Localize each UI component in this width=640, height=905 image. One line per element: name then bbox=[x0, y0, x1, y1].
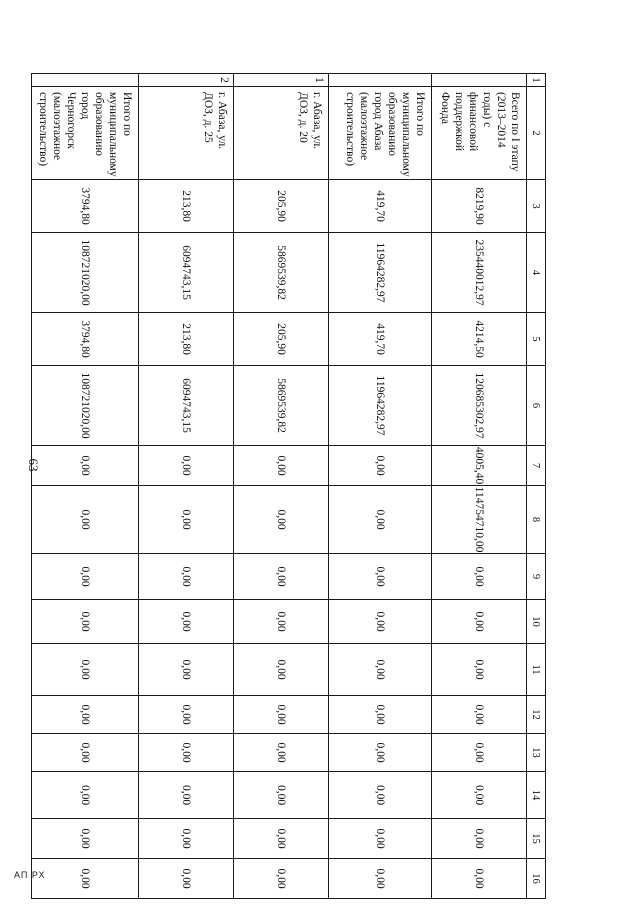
value-cell: 0,00 bbox=[432, 859, 527, 899]
header-cell: 14 bbox=[527, 772, 546, 819]
header-cell: 12 bbox=[527, 696, 546, 734]
value-cell: 0,00 bbox=[32, 600, 139, 644]
value-cell: 419,70 bbox=[329, 313, 432, 366]
value-cell: 0,00 bbox=[139, 644, 234, 696]
value-cell: 0,00 bbox=[139, 696, 234, 734]
value-cell: 0,00 bbox=[234, 734, 329, 772]
value-cell: 0,00 bbox=[432, 600, 527, 644]
value-cell: 0,00 bbox=[234, 859, 329, 899]
value-cell: 0,00 bbox=[139, 819, 234, 859]
header-cell: 4 bbox=[527, 233, 546, 313]
value-cell: 114754710,00 bbox=[432, 486, 527, 554]
value-cell: 0,00 bbox=[139, 486, 234, 554]
value-cell: 0,00 bbox=[32, 644, 139, 696]
value-cell: 0,00 bbox=[32, 772, 139, 819]
value-cell: 108721020,00 bbox=[32, 366, 139, 446]
value-cell: 4005,40 bbox=[432, 446, 527, 486]
page-number: 63 bbox=[26, 458, 41, 472]
value-cell: 0,00 bbox=[139, 446, 234, 486]
value-cell: 0,00 bbox=[234, 446, 329, 486]
value-cell: 0,00 bbox=[139, 859, 234, 899]
data-table bbox=[31, 73, 546, 899]
value-cell: 0,00 bbox=[329, 486, 432, 554]
row-name-cell: Итого по муниципальному образованию город Абаза (малоэтажное строительство) bbox=[329, 87, 432, 180]
row-name-cell: г. Абаза, ул. ДОЗ, д. 25 bbox=[139, 87, 234, 180]
table-row bbox=[234, 74, 329, 899]
value-cell: 5869539,82 bbox=[234, 366, 329, 446]
row-index-cell bbox=[329, 74, 432, 87]
value-cell: 0,00 bbox=[432, 772, 527, 819]
value-cell: 0,00 bbox=[329, 696, 432, 734]
value-cell: 108721020,00 bbox=[32, 233, 139, 313]
header-cell: 2 bbox=[527, 87, 546, 180]
value-cell: 0,00 bbox=[32, 696, 139, 734]
table-row bbox=[139, 74, 234, 899]
row-name-cell: г. Абаза, ул. ДОЗ, д. 20 bbox=[234, 87, 329, 180]
value-cell: 0,00 bbox=[329, 772, 432, 819]
value-cell: 6094743,15 bbox=[139, 366, 234, 446]
archive-stamp: АП РХ bbox=[14, 870, 46, 880]
header-cell: 1 bbox=[527, 74, 546, 87]
value-cell: 3794,80 bbox=[32, 180, 139, 233]
value-cell: 0,00 bbox=[432, 819, 527, 859]
value-cell: 213,80 bbox=[139, 180, 234, 233]
value-cell: 0,00 bbox=[32, 819, 139, 859]
value-cell: 0,00 bbox=[329, 644, 432, 696]
value-cell: 11964282,97 bbox=[329, 366, 432, 446]
value-cell: 0,00 bbox=[139, 554, 234, 600]
value-cell: 0,00 bbox=[329, 734, 432, 772]
header-cell: 7 bbox=[527, 446, 546, 486]
value-cell: 0,00 bbox=[139, 772, 234, 819]
header-cell: 16 bbox=[527, 859, 546, 899]
value-cell: 6094743,15 bbox=[139, 233, 234, 313]
row-index-cell: 2 bbox=[139, 74, 234, 87]
value-cell: 235440012,97 bbox=[432, 233, 527, 313]
row-index-cell: 1 bbox=[234, 74, 329, 87]
header-cell: 6 bbox=[527, 366, 546, 446]
row-name-cell: Итого по муниципальному образованию город Черногорск (малоэтажное строительство) bbox=[32, 87, 139, 180]
header-row bbox=[527, 74, 546, 899]
header-cell: 3 bbox=[527, 180, 546, 233]
value-cell: 120685302,97 bbox=[432, 366, 527, 446]
value-cell: 8219,90 bbox=[432, 180, 527, 233]
value-cell: 5869539,82 bbox=[234, 233, 329, 313]
row-index-cell bbox=[432, 74, 527, 87]
header-cell: 9 bbox=[527, 554, 546, 600]
value-cell: 0,00 bbox=[432, 734, 527, 772]
value-cell: 0,00 bbox=[32, 859, 139, 899]
table-row bbox=[32, 74, 139, 899]
value-cell: 0,00 bbox=[234, 486, 329, 554]
table-row bbox=[329, 74, 432, 899]
value-cell: 0,00 bbox=[139, 600, 234, 644]
value-cell: 205,90 bbox=[234, 313, 329, 366]
value-cell: 0,00 bbox=[32, 486, 139, 554]
row-name-cell: Всего по I этапу (2013–2014 годы) с финансовой поддержкой Фонда bbox=[432, 87, 527, 180]
value-cell: 0,00 bbox=[234, 819, 329, 859]
value-cell: 0,00 bbox=[234, 554, 329, 600]
header-cell: 10 bbox=[527, 600, 546, 644]
value-cell: 0,00 bbox=[329, 446, 432, 486]
value-cell: 0,00 bbox=[234, 644, 329, 696]
value-cell: 0,00 bbox=[432, 696, 527, 734]
value-cell: 3794,80 bbox=[32, 313, 139, 366]
value-cell: 0,00 bbox=[139, 734, 234, 772]
header-cell: 13 bbox=[527, 734, 546, 772]
value-cell: 0,00 bbox=[329, 859, 432, 899]
value-cell: 419,70 bbox=[329, 180, 432, 233]
value-cell: 0,00 bbox=[234, 772, 329, 819]
value-cell: 0,00 bbox=[234, 696, 329, 734]
header-cell: 8 bbox=[527, 486, 546, 554]
header-cell: 5 bbox=[527, 313, 546, 366]
header-cell: 15 bbox=[527, 819, 546, 859]
value-cell: 4214,50 bbox=[432, 313, 527, 366]
value-cell: 0,00 bbox=[432, 554, 527, 600]
rotated-table-block bbox=[37, 73, 546, 889]
header-cell: 11 bbox=[527, 644, 546, 696]
value-cell: 205,90 bbox=[234, 180, 329, 233]
value-cell: 0,00 bbox=[329, 819, 432, 859]
value-cell: 0,00 bbox=[432, 644, 527, 696]
row-index-cell bbox=[32, 74, 139, 87]
value-cell: 0,00 bbox=[32, 734, 139, 772]
value-cell: 0,00 bbox=[32, 446, 139, 486]
table-row bbox=[432, 74, 527, 899]
value-cell: 213,80 bbox=[139, 313, 234, 366]
value-cell: 0,00 bbox=[329, 600, 432, 644]
value-cell: 0,00 bbox=[329, 554, 432, 600]
value-cell: 0,00 bbox=[234, 600, 329, 644]
value-cell: 11964282,97 bbox=[329, 233, 432, 313]
value-cell: 0,00 bbox=[32, 554, 139, 600]
